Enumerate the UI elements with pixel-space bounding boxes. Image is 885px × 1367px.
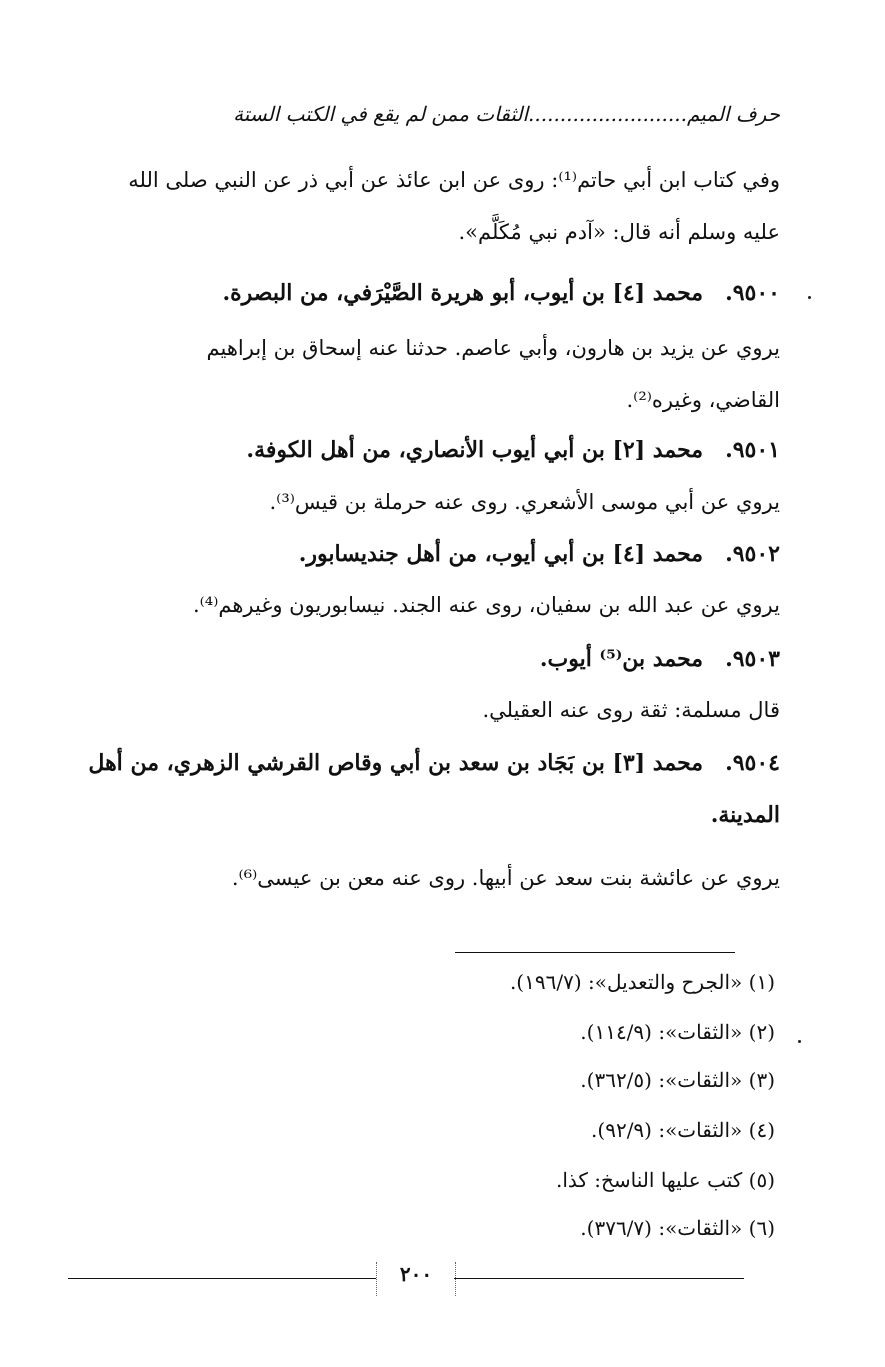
running-header: حرف الميم.........................الثقات ممن لم يقع في الكتب الستة <box>233 102 780 126</box>
intro-line-2: عليه وسلم أنه قال: «آدم نبي مُكَلَّم». <box>458 220 780 244</box>
entry-number: ٩٥٠١. <box>725 437 780 463</box>
entry-9504-heading <box>90 750 780 776</box>
entry-9504-heading-cont: المدينة. <box>710 802 780 828</box>
scan-speck <box>798 1040 801 1043</box>
entry-number: ٩٥٠٠. <box>725 280 780 306</box>
intro-line-1: وفي كتاب ابن أبي حاتم⁽¹⁾: روى عن ابن عائذ عن أبي ذر عن النبي صلى الله <box>128 168 780 192</box>
entry-9502-body-1: يروي عن عبد الله بن سفيان، روى عنه الجند. نيسابوريون وغيرهم⁽⁴⁾. <box>192 593 780 617</box>
footnote-separator <box>455 952 735 953</box>
entry-number: ٩٥٠٣. <box>725 646 780 672</box>
entry-9503-body-1: قال مسلمة: ثقة روى عنه العقيلي. <box>482 698 780 722</box>
entry-title: محمد [٢] بن أبي أيوب الأنصاري، من أهل الكوفة. <box>246 437 704 463</box>
footnote-1: (١) «الجرح والتعديل»: (١٩٦/٧). <box>509 970 775 994</box>
footnote-3: (٣) «الثقات»: (٣٦٢/٥). <box>580 1068 775 1092</box>
entry-9502-heading <box>90 541 780 567</box>
entry-9501-heading <box>90 437 780 463</box>
entry-9501-body-1: يروي عن أبي موسى الأشعري. روى عنه حرملة بن قيس⁽³⁾. <box>269 490 780 514</box>
page-number: ٢٠٠ <box>376 1262 456 1296</box>
entry-title: محمد بن⁽⁵⁾ أيوب. <box>539 646 704 672</box>
bottom-rule-left <box>68 1278 376 1279</box>
entry-title: محمد [٤] بن أيوب، أبو هريرة الصَّيْرَفي، من البصرة. <box>222 280 704 306</box>
bottom-rule-right <box>454 1278 744 1279</box>
entry-title: محمد [٣] بن بَجَاد بن سعد بن أبي وقاص القرشي الزهري، من أهل <box>88 750 704 776</box>
footnote-5: (٥) كتب عليها الناسخ: كذا. <box>555 1168 775 1192</box>
entry-number: ٩٥٠٢. <box>725 541 780 567</box>
entry-number: ٩٥٠٤. <box>725 750 780 776</box>
entry-title: محمد [٤] بن أبي أيوب، من أهل جنديسابور. <box>298 541 704 567</box>
footnote-4: (٤) «الثقات»: (٩٢/٩). <box>591 1118 775 1142</box>
entry-9500-body-2: القاضي، وغيره⁽²⁾. <box>626 388 780 412</box>
entry-9503-heading <box>90 646 780 672</box>
entry-9504-body-1: يروي عن عائشة بنت سعد عن أبيها. روى عنه معن بن عيسى⁽⁶⁾. <box>231 866 780 890</box>
entry-9500-heading <box>90 280 780 306</box>
entry-9500-body-1: يروي عن يزيد بن هارون، وأبي عاصم. حدثنا عنه إسحاق بن إبراهيم <box>206 336 780 360</box>
scan-speck <box>808 296 811 299</box>
footnote-2: (٢) «الثقات»: (١١٤/٩). <box>580 1020 775 1044</box>
footnote-6: (٦) «الثقات»: (٣٧٦/٧). <box>580 1216 775 1240</box>
